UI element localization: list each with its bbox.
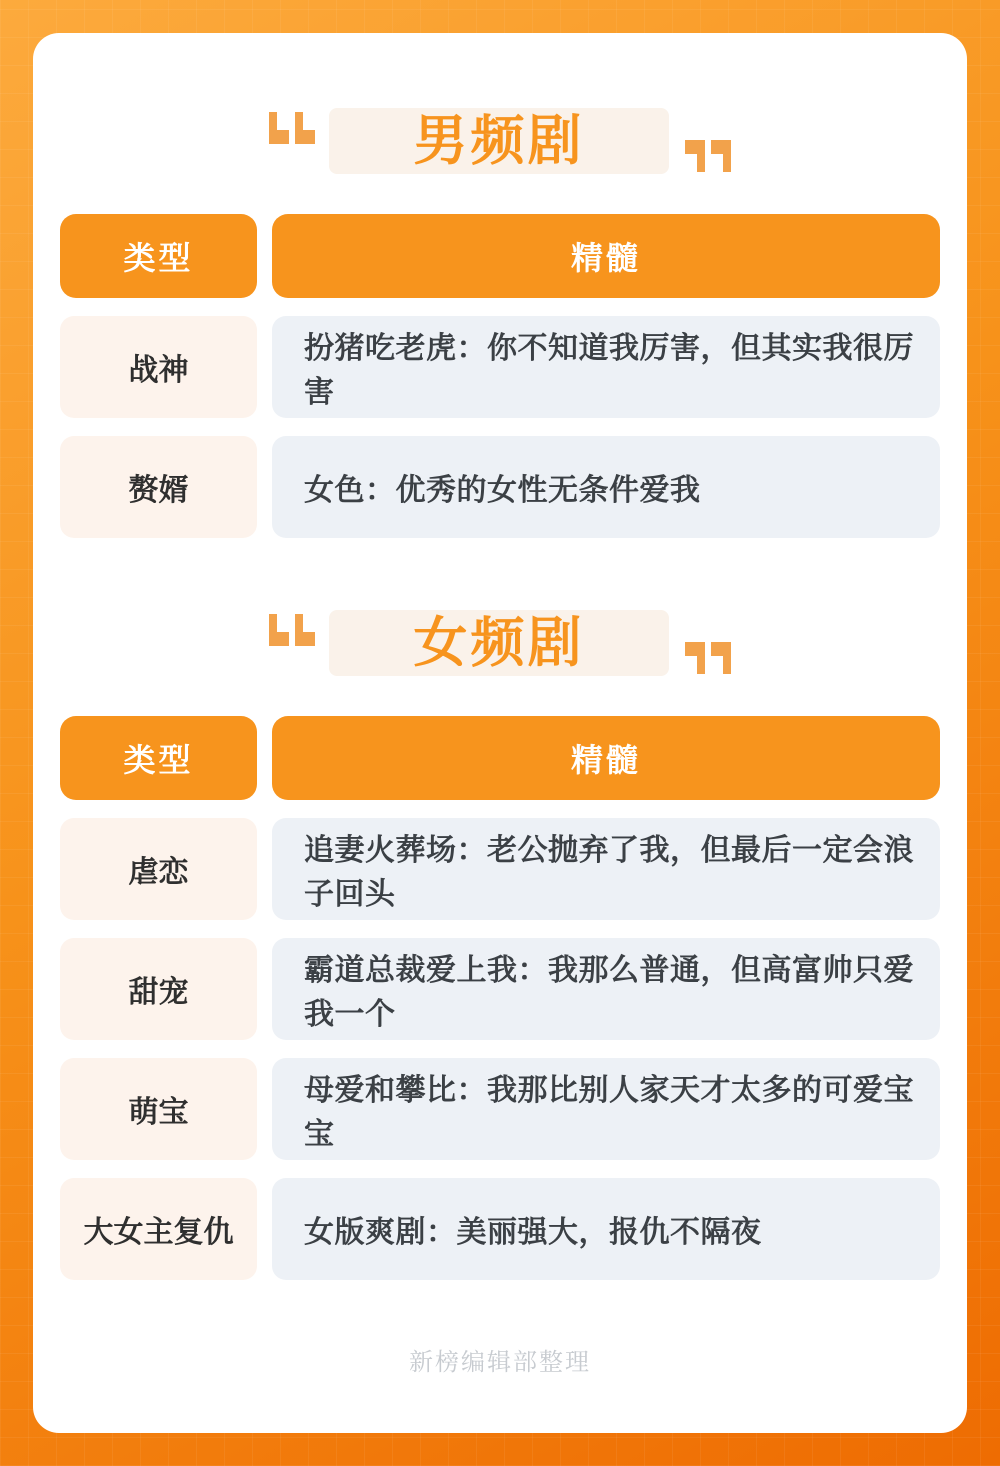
essence-cell: 母爱和攀比：我那比别人家天才太多的可爱宝宝 [272,1058,940,1160]
type-cell: 甜宠 [60,938,257,1040]
essence-cell: 扮猪吃老虎：你不知道我厉害，但其实我很厉害 [272,316,940,418]
section-title: 女频剧 [413,613,585,673]
title-highlight-band [329,108,669,174]
close-quote-icon [685,610,731,676]
male-dramas-title-banner [60,108,940,174]
type-cell: 萌宝 [60,1058,257,1160]
female-dramas-title-banner [60,610,940,676]
essence-cell: 女色：优秀的女性无条件爱我 [272,436,940,538]
female-dramas-table [60,716,940,1280]
essence-cell: 霸道总裁爱上我：我那么普通，但高富帅只爱我一个 [272,938,940,1040]
essence-cell: 女版爽剧：美丽强大，报仇不隔夜 [272,1178,940,1280]
title-highlight-band [329,610,669,676]
essence-cell: 追妻火葬场：老公抛弃了我，但最后一定会浪子回头 [272,818,940,920]
male-dramas-table [60,214,940,538]
open-quote-icon [269,108,315,174]
close-quote-icon [685,108,731,174]
credit-line: 新榜编辑部整理 [409,1349,591,1376]
table-header-type: 类型 [60,214,257,298]
section-male-dramas [60,108,940,538]
table-header-essence: 精髓 [272,214,940,298]
section-female-dramas [60,610,940,1280]
type-cell: 大女主复仇 [60,1178,257,1280]
type-cell: 战神 [60,316,257,418]
content-card [33,33,967,1433]
table-header-essence: 精髓 [272,716,940,800]
type-cell: 赘婿 [60,436,257,538]
section-title: 男频剧 [413,111,585,171]
open-quote-icon [269,610,315,676]
type-cell: 虐恋 [60,818,257,920]
table-header-type: 类型 [60,716,257,800]
